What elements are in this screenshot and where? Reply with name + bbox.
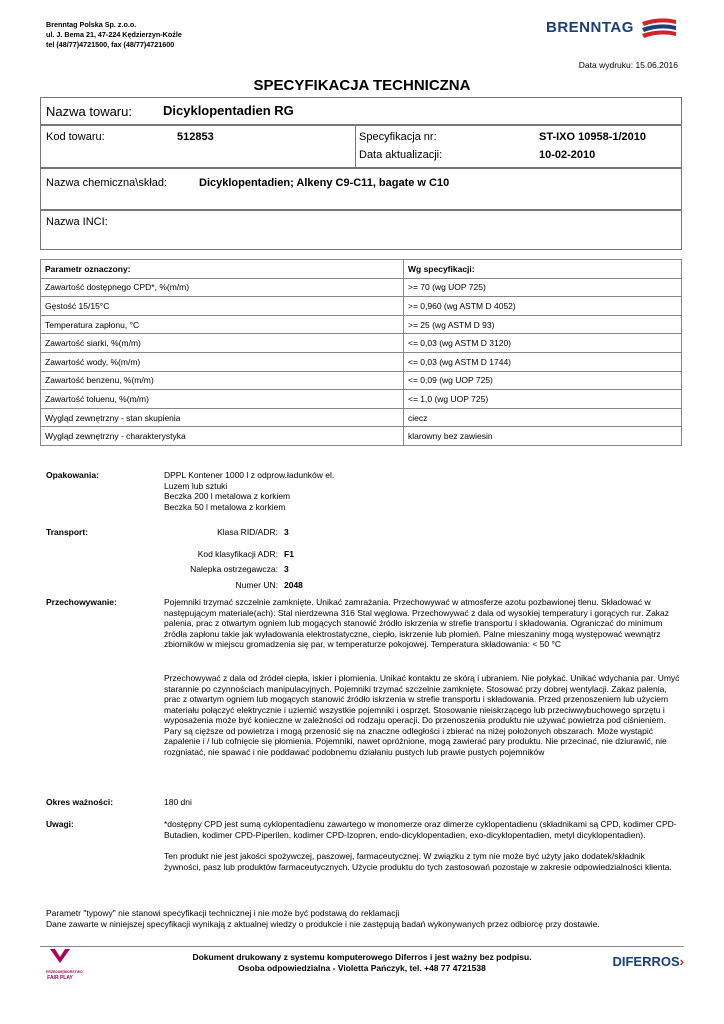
table-row [41,408,682,427]
list-item: Beczka 50 l metalowa z korkiem [164,501,286,512]
un-number-label: Numer UN: [235,580,278,590]
spec-cell: <= 0,09 (wg UOP 725) [404,371,682,390]
list-item: DPPL Kontener 1000 l z odprow.ładunków el. [164,470,335,480]
table-row [41,334,682,353]
product-name-row [40,97,682,125]
table-row [41,278,682,297]
company-name: Brenntag Polska Sp. z.o.o. [46,20,137,29]
param-cell: Zawartość siarki, %(m/m) [41,334,404,353]
transport-label: Transport: [46,527,89,537]
spec-cell: >= 70 (wg UOP 725) [404,278,682,297]
spec-header: Wg specyfikacji: [404,260,682,279]
spec-cell: <= 1,0 (wg UOP 725) [404,390,682,409]
update-date-label: Data aktualizacji: [359,149,443,161]
rid-adr-label: Klasa RID/ADR: [217,527,278,537]
chemical-name-value: Dicyklopentadien; Alkeny C9-C11, bagate w C10 [199,177,450,189]
packaging-list [164,470,684,512]
notes-label: Uwagi: [46,819,74,829]
param-cell: Zawartość dostępnego CPD*, %(m/m) [41,278,404,297]
footnote [46,908,686,929]
notes-text-2: Ten produkt nie jest jakości spożywczej, paszowej, farmaceutycznej. W związku z tym nie może być użyty jako dodatek/składnik żywności, pasz lub produktów farmaceutycznych. Użycie produktu do tych zastosowań pozostaje w zakresie odpowiedzialności klienta. [164,851,672,872]
table-header-row [41,260,682,279]
spec-cell: klarowny bez zawiesin [404,427,682,446]
inci-name-row [40,210,682,250]
company-street: ul. J. Bema 21, 47-224 Kędzierzyn-Koźle [46,30,182,39]
list-item: Beczka 200 l metalowa z korkiem [164,491,291,501]
footnote-line-2: Dane zawarte w niniejszej specyfikacji wynikają z aktualnej wiedzy o produkcie i nie zastępują badań wykonywanych przez odbiorcę przy dostawie. [46,918,600,929]
param-cell: Zawartość benzenu, %(m/m) [41,371,404,390]
validity-value: 180 dni [164,797,192,807]
brenntag-swoosh-icon [640,16,678,40]
diferros-logo [612,954,684,969]
chemical-name-row [40,168,682,210]
footnote-line-1: Parametr "typowy" nie stanowi specyfikacji technicznej i nie może być podstawą do reklamacji [46,908,400,918]
param-cell: Wygląd zewnętrzny - charakterystyka [41,427,404,446]
warning-sticker-value: 3 [284,564,289,574]
table-row [41,371,682,390]
spec-number-label: Specyfikacja nr: [359,131,437,143]
table-row [41,390,682,409]
table-row [41,352,682,371]
spec-cell: >= 0,960 (wg ASTM D 4052) [404,297,682,316]
update-date-value: 10-02-2010 [539,149,596,161]
spec-number-value: ST-IXO 10958-1/2010 [539,131,647,143]
inci-name-label: Nazwa INCI: [46,216,108,228]
print-date: Data wydruku: 15.06.2016 [578,60,678,70]
spec-cell: <= 0,03 (wg ASTM D 1744) [404,352,682,371]
footer-text [150,952,574,974]
storage-text-2: Przechowywać z dala od źródeł ciepła, iskier i płomienia. Unikać kontaktu ze skórą i ubraniem. Nie połykać. Unikać wdychania par. Umyć starannie po czynnościach manipulacyjnych. Pojemniki trzymać szczelnie zamknięte. Stosować przy dobrej wentylacji. Zakaz palenia, prac z otwartym ogniem lub mogących stanowić źródło iskrzenia w strefie transportu i składowania. Przed przenoszeniem lub użyciem materiału połączyć elektrycznie i uziemić wszystkie pojemniki i osprzęt. Stosowanie nieiskrzącego lub przeciwwybuchowego sprzętu i wyposażenia może być konieczne w zależności od rodzaju operacji. Do przenoszenia produktu nie używać powietrza pod ciśnieniem. Pary są cięższe od powietrza i mogą przenosić się na znaczne odległości i zbierać na niżej położonych obszarach. Może wystąpić zapalenie i / lub cofnięcie się płomienia. Pojemniki, nawet opróżnione, mogą zawierać pary produktu. Nie przecinać, nie dziurawić, nie rozgniatać, nie spawać i nie poddawać podobnemu działaniu pustych lub prawie pustych pojemników [164,673,680,757]
packaging-label: Opakowania: [46,470,99,480]
spec-cell: ciecz [404,408,682,427]
table-row [41,297,682,316]
fair-play-small-text: PRZEDSIĘBIORSTWO [46,970,83,974]
diferros-arrow-icon: › [679,954,684,969]
param-cell: Zawartość toluenu, %(m/m) [41,390,404,409]
validity-label: Okres ważności: [46,797,114,807]
storage-label: Przechowywanie: [46,597,117,607]
param-cell: Gęstość 15/15°C [41,297,404,316]
product-code-value: 512853 [177,131,214,143]
param-cell: Temperatura zapłonu, °C [41,315,404,334]
warning-sticker-label: Nalepka ostrzegawcza: [190,564,278,574]
param-cell: Zawartość wody, %(m/m) [41,352,404,371]
diferros-logo-text: DIFERROS [612,954,680,969]
fair-play-text: FAIR PLAY [47,975,73,981]
adr-code-label: Kod klasyfikacji ADR: [197,549,278,559]
spec-cell: <= 0,03 (wg ASTM D 3120) [404,334,682,353]
product-name-value: Dicyklopentadien RG [163,103,294,118]
brenntag-logo [546,16,678,40]
rid-adr-value: 3 [284,527,289,537]
adr-code-value: F1 [284,549,294,559]
product-name-label: Nazwa towaru: [46,104,132,119]
page-title: SPECYFIKACJA TECHNICZNA [253,77,471,94]
param-header: Parametr oznaczony: [41,260,404,279]
un-number-value: 2048 [284,580,303,590]
chemical-name-label: Nazwa chemiczna\skład: [46,177,168,189]
company-address [46,20,182,50]
company-phone: tel (48/77)4721500, fax (48/77)4721600 [46,40,175,49]
footer-divider [40,946,684,947]
fair-play-v-icon [49,948,71,964]
param-cell: Wygląd zewnętrzny - stan skupienia [41,408,404,427]
brenntag-logo-text: BRENNTAG [546,19,634,36]
table-row [41,315,682,334]
list-item: Luzem lub sztuki [164,480,228,491]
product-code-label: Kod towaru: [46,131,105,143]
table-row [41,427,682,446]
footer-line-1: Dokument drukowany z systemu komputerowego Diferros i jest ważny bez podpisu. [192,952,532,962]
product-code-row [40,125,682,168]
parameters-table [40,259,682,446]
spec-cell: >= 25 (wg ASTM D 93) [404,315,682,334]
fair-play-logo [46,948,83,981]
notes-text-1: *dostępny CPD jest sumą cyklopentadienu zawartego w monomerze oraz dimerze cyklopentadienu (składnikami są CPD, kodimer CPD-Butadien, kodimer CPD-Piperilen, kodimer CPD-Izopren, endo-dicyklopentadien, exo-dicyklopentadien, metyl dicyklopentadien). [164,819,677,840]
footer-line-2: Osoba odpowiedzialna - Violetta Pańczyk, tel. +48 77 4721538 [238,963,486,973]
storage-text-1: Pojemniki trzymać szczelnie zamknięte. Unikać zamrażania. Przechowywać w atmosferze azotu pozbawionej tlenu. Składować w następującym materiale(ach): Stal nierdzewna 316 Stal węglowa. Przechowywać z dala od wysokiej temperatury i gorących rur. Zakaz palenia, prac z otwartym ogniem lub mogących stanowić źródło iskrzenia w strefie transportu i składowania. Ograniczać do minimum źródła zapłonu takie jak wyładowania elektrostatyczne, ciepło, iskrzenie lub płomień. Palne mieszaniny mogą występować wewnątrz zbiorników w miejscu gromadzenia się par, w temperaturze pokojowej. Temperatura składowania: < 50 °C [164,597,670,649]
